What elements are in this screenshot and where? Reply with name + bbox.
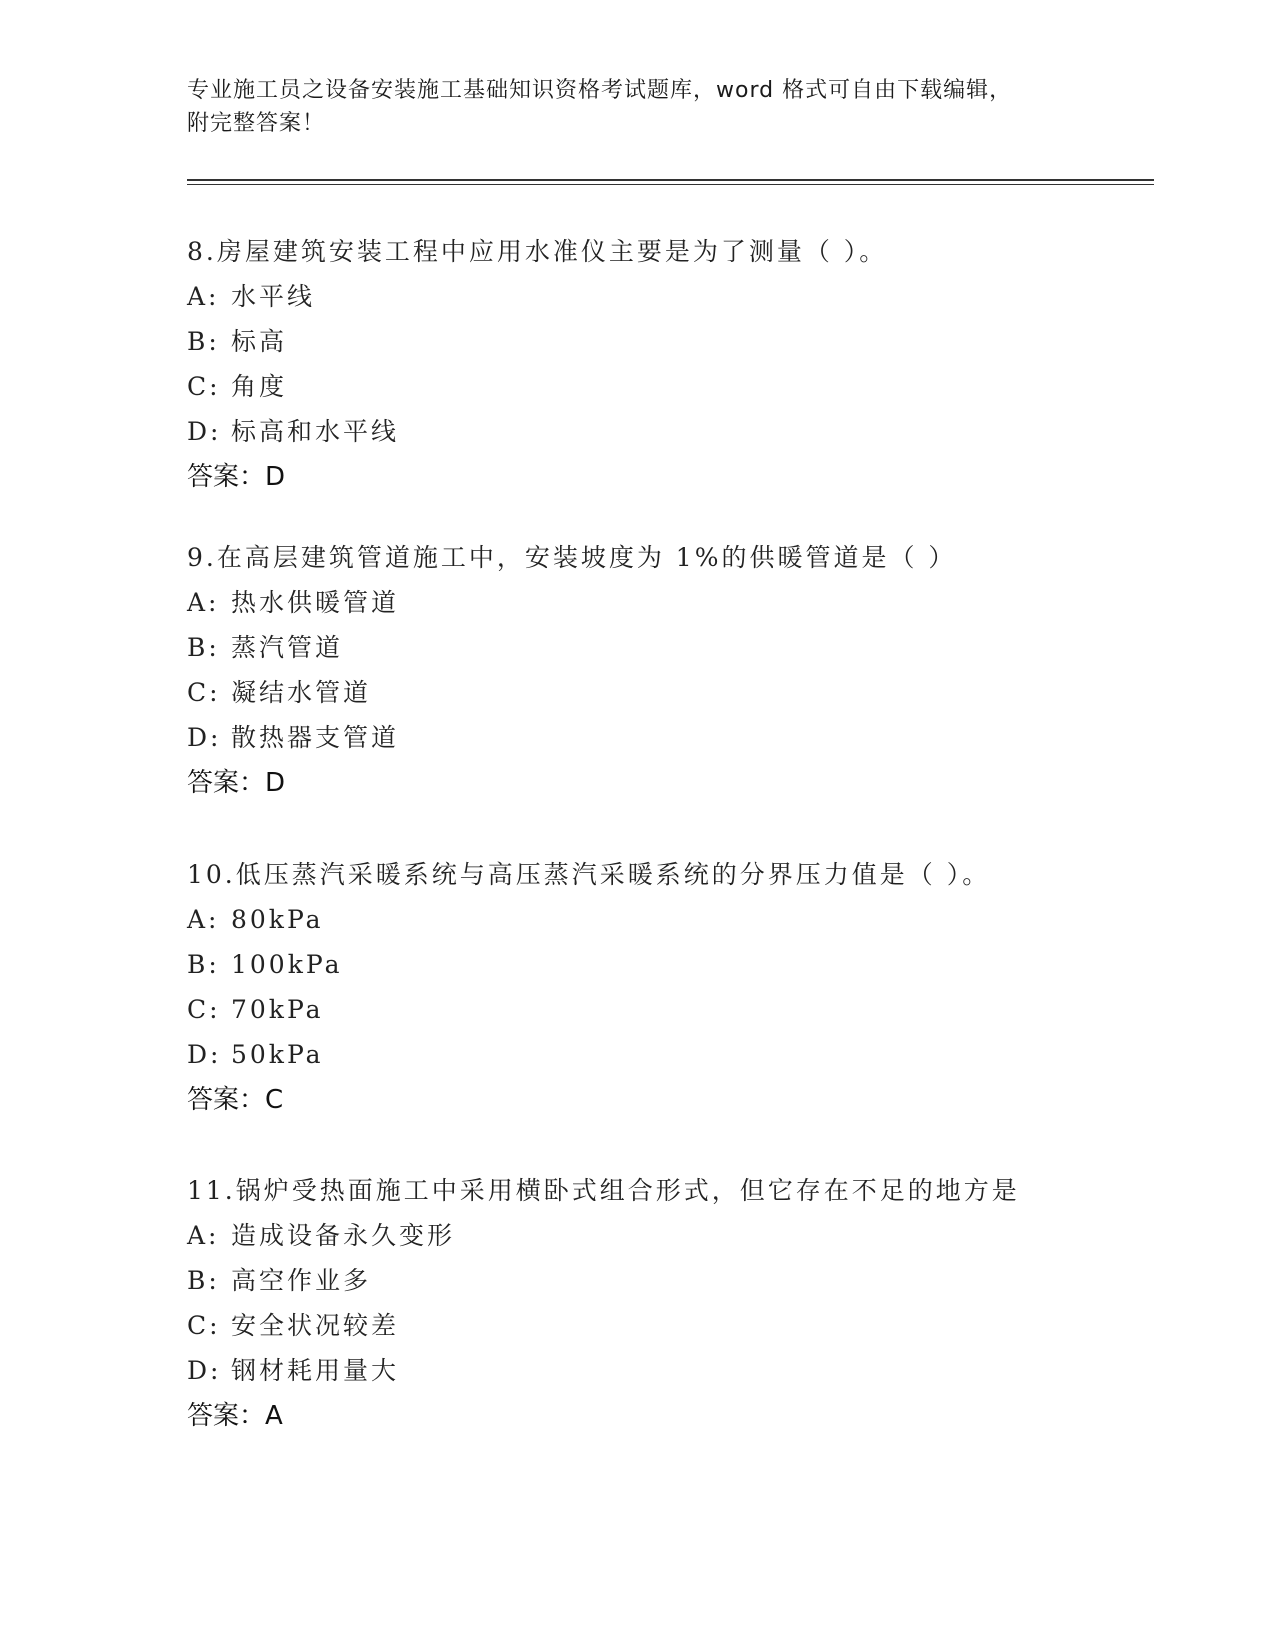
option-letter: D: — [187, 1040, 222, 1069]
option-a — [187, 905, 1154, 935]
option-b — [187, 950, 1154, 980]
option-letter: C: — [187, 995, 221, 1024]
option-text: 热水供暖管道 — [231, 588, 400, 617]
option-a — [187, 588, 1154, 618]
option-text: 钢材耗用量大 — [231, 1356, 400, 1385]
option-letter: C: — [187, 1311, 221, 1340]
option-c — [187, 1311, 1154, 1341]
option-letter: B: — [187, 950, 220, 979]
option-b — [187, 633, 1154, 663]
option-letter: A: — [187, 282, 220, 311]
option-letter: B: — [187, 327, 220, 356]
question-block — [187, 860, 1154, 1115]
option-c — [187, 678, 1154, 708]
question-block — [187, 237, 1154, 492]
option-text: 凝结水管道 — [231, 678, 372, 707]
option-letter: A: — [187, 588, 220, 617]
option-text: 蒸汽管道 — [231, 633, 344, 662]
option-letter: D: — [187, 723, 222, 752]
answer-line: 答案：D — [187, 462, 286, 492]
option-letter: A: — [187, 1221, 220, 1250]
document-header — [187, 74, 1087, 140]
option-b — [187, 327, 1154, 357]
option-text: 安全状况较差 — [231, 1311, 400, 1340]
option-a — [187, 282, 1154, 312]
option-text: 70kPa — [231, 995, 324, 1024]
option-text: 角度 — [231, 372, 288, 401]
option-letter: A: — [187, 905, 220, 934]
option-c — [187, 995, 1154, 1025]
option-b — [187, 1266, 1154, 1296]
header-line-1: 专业施工员之设备安装施工基础知识资格考试题库，word 格式可自由下载编辑， — [187, 78, 1013, 103]
question-text: 9.在高层建筑管道施工中，安装坡度为 1%的供暖管道是（ ） — [187, 543, 957, 572]
option-d — [187, 1040, 1154, 1070]
question-text: 11.锅炉受热面施工中采用横卧式组合形式，但它存在不足的地方是 — [187, 1176, 1020, 1205]
option-text: 标高和水平线 — [231, 417, 400, 446]
header-line-2: 附完整答案！ — [187, 111, 326, 136]
question-block — [187, 1176, 1154, 1431]
option-text: 50kPa — [231, 1040, 324, 1069]
option-letter: C: — [187, 678, 221, 707]
option-letter: B: — [187, 633, 220, 662]
answer-line: 答案：D — [187, 768, 286, 798]
option-letter: B: — [187, 1266, 220, 1295]
option-text: 水平线 — [231, 282, 316, 311]
option-d — [187, 1356, 1154, 1386]
option-letter: C: — [187, 372, 221, 401]
option-letter: D: — [187, 1356, 222, 1385]
header-divider-bottom — [187, 184, 1154, 185]
option-text: 100kPa — [231, 950, 343, 979]
option-text: 造成设备永久变形 — [231, 1221, 456, 1250]
option-letter: D: — [187, 417, 222, 446]
question-text: 10.低压蒸汽采暖系统与高压蒸汽采暖系统的分界压力值是（ ）。 — [187, 860, 991, 889]
option-d — [187, 723, 1154, 753]
option-d — [187, 417, 1154, 447]
option-text: 80kPa — [231, 905, 324, 934]
question-block — [187, 543, 1154, 798]
header-divider-top — [187, 179, 1154, 181]
answer-line: 答案：A — [187, 1401, 283, 1431]
question-text: 8.房屋建筑安装工程中应用水准仪主要是为了测量（ ）。 — [187, 237, 888, 266]
option-text: 标高 — [231, 327, 288, 356]
option-a — [187, 1221, 1154, 1251]
answer-line: 答案：C — [187, 1085, 284, 1115]
option-c — [187, 372, 1154, 402]
option-text: 高空作业多 — [231, 1266, 372, 1295]
option-text: 散热器支管道 — [231, 723, 400, 752]
